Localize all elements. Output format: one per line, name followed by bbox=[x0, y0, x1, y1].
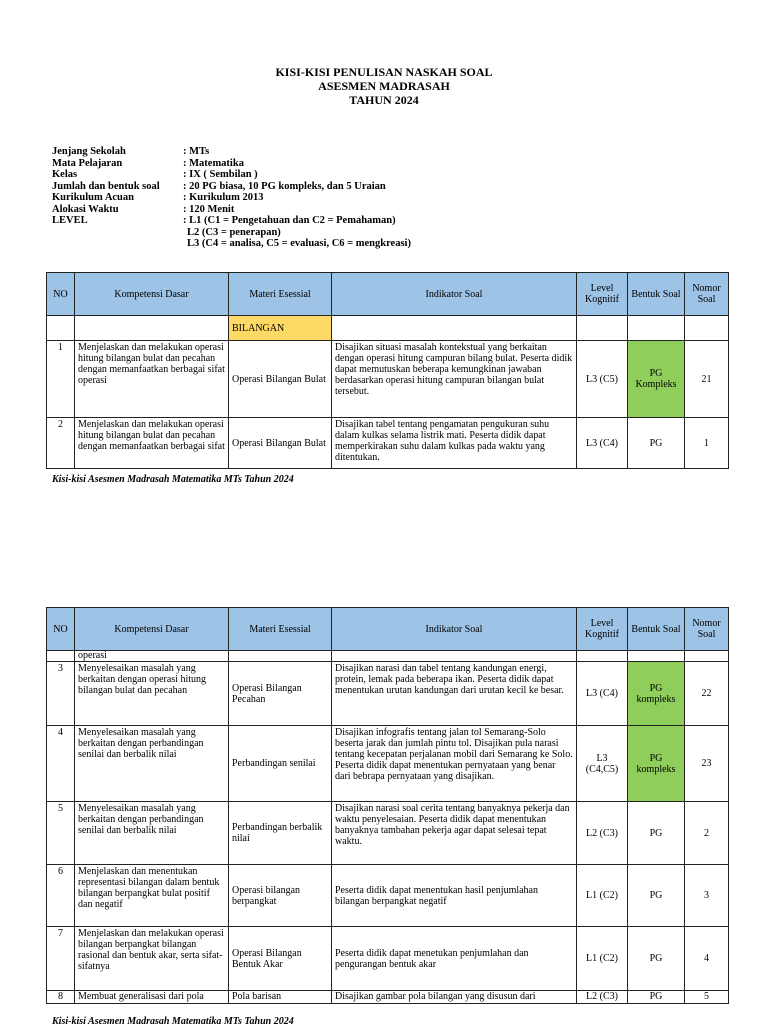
info-value: : Kurikulum 2013 bbox=[183, 192, 264, 203]
cell-indikator: Peserta didik dapat menentukan hasil penjumlahan bilangan berpangkat negatif bbox=[332, 865, 577, 927]
document-title-line-2: ASESMEN MADRASAH bbox=[318, 79, 450, 93]
cell-no: 6 bbox=[47, 865, 75, 927]
cell-no: 2 bbox=[47, 418, 75, 469]
info-row-mapel bbox=[52, 158, 411, 170]
section-label: BILANGAN bbox=[229, 316, 332, 341]
cell-indikator: Disajikan narasi dan tabel tentang kandungan energi, protein, lemak pada beberapa ikan. Peserta didik dapat menentukan urutan kandungan dari urutan kecil ke besar. bbox=[332, 662, 577, 726]
header-no: NO bbox=[47, 608, 75, 651]
header-level: Level Kognitif bbox=[577, 273, 628, 316]
info-row-alokasi bbox=[52, 204, 411, 216]
cell-kompetensi: Menyelesaikan masalah yang berkaitan dengan operasi hitung bilangan bulat dan pecahan bbox=[75, 662, 229, 726]
cell-kompetensi: Menyelesaikan masalah yang berkaitan dengan perbandingan senilai dan berbalik nilai bbox=[75, 726, 229, 802]
empty-cell bbox=[685, 316, 729, 341]
cell-indikator: Disajikan gambar pola bilangan yang disusun dari bbox=[332, 991, 577, 1004]
cell-materi: Pola barisan bbox=[229, 991, 332, 1004]
info-row-kelas bbox=[52, 169, 411, 181]
cell-level: L1 (C2) bbox=[577, 865, 628, 927]
table-row bbox=[47, 802, 729, 865]
cell-nomor: 3 bbox=[685, 865, 729, 927]
header-bentuk: Bentuk Soal bbox=[628, 273, 685, 316]
info-value: : MTs bbox=[183, 146, 210, 157]
empty-cell bbox=[332, 651, 577, 662]
info-value: : 120 Menit bbox=[183, 203, 235, 215]
cell-materi: Operasi Bilangan Pecahan bbox=[229, 662, 332, 726]
cell-kompetensi: Menjelaskan dan melakukan operasi hitung bilangan bulat dan pecahan dengan memanfaatkan berbagai sifat bbox=[75, 418, 229, 469]
cell-level: L3 (C4) bbox=[577, 662, 628, 726]
info-value: : 20 PG biasa, 10 PG kompleks, dan 5 Uraian bbox=[183, 180, 386, 192]
empty-cell bbox=[75, 316, 229, 341]
cell-materi: Operasi bilangan berpangkat bbox=[229, 865, 332, 927]
info-key: LEVEL bbox=[52, 215, 88, 226]
cell-nomor: 23 bbox=[685, 726, 729, 802]
cell-materi: Perbandingan berbalik nilai bbox=[229, 802, 332, 865]
kisi-kisi-table-page-1 bbox=[46, 272, 729, 469]
table-row bbox=[47, 341, 729, 418]
empty-cell bbox=[577, 651, 628, 662]
cell-no: 5 bbox=[47, 802, 75, 865]
info-value: : IX ( Sembilan ) bbox=[183, 169, 258, 180]
cell-bentuk: PG kompleks bbox=[628, 662, 685, 726]
cell-materi: Operasi Bilangan Bentuk Akar bbox=[229, 927, 332, 991]
cell-no: 7 bbox=[47, 927, 75, 991]
info-value: : L1 (C1 = Pengetahuan dan C2 = Pemahaman) bbox=[183, 215, 396, 226]
table-row bbox=[47, 726, 729, 802]
cell-indikator: Disajikan narasi soal cerita tentang banyaknya pekerja dan waktu penyelesaian. Peserta didik dapat menentukan banyaknya tambahan pekerja agar dapat selesai tepat waktu. bbox=[332, 802, 577, 865]
info-key: Jumlah dan bentuk soal bbox=[52, 180, 160, 192]
header-indikator: Indikator Soal bbox=[332, 608, 577, 651]
cell-no: 4 bbox=[47, 726, 75, 802]
empty-cell bbox=[577, 316, 628, 341]
table-row bbox=[47, 418, 729, 469]
header-no: NO bbox=[47, 273, 75, 316]
cell-kompetensi-carry: operasi bbox=[75, 651, 229, 662]
table-row bbox=[47, 865, 729, 927]
empty-cell bbox=[685, 651, 729, 662]
info-key: Kurikulum Acuan bbox=[52, 192, 134, 203]
cell-materi: Operasi Bilangan Bulat bbox=[229, 341, 332, 418]
cell-no: 1 bbox=[47, 341, 75, 418]
info-row-level bbox=[52, 215, 411, 227]
info-row-jenjang bbox=[52, 146, 411, 158]
page-footer-2: Kisi-kisi Asesmen Madrasah Matematika MTs Tahun 2024 bbox=[52, 1016, 294, 1024]
header-materi: Materi Esessial bbox=[229, 608, 332, 651]
empty-cell bbox=[47, 651, 75, 662]
document-title-line-1: KISI-KISI PENULISAN NASKAH SOAL bbox=[275, 65, 493, 79]
cell-nomor: 21 bbox=[685, 341, 729, 418]
header-nomor: Nomor Soal bbox=[685, 608, 729, 651]
cell-kompetensi: Menjelaskan dan menentukan representasi bilangan dalam bentuk bilangan berpangkat bulat positif dan negatif bbox=[75, 865, 229, 927]
info-key: Alokasi Waktu bbox=[52, 203, 119, 215]
cell-level: L3 (C5) bbox=[577, 341, 628, 418]
info-value: : Matematika bbox=[183, 157, 244, 169]
kisi-kisi-table-page-2 bbox=[46, 607, 729, 1004]
cell-level: L1 (C2) bbox=[577, 927, 628, 991]
empty-cell bbox=[628, 316, 685, 341]
header-bentuk: Bentuk Soal bbox=[628, 608, 685, 651]
cell-level: L3 (C4) bbox=[577, 418, 628, 469]
carry-over-row bbox=[47, 651, 729, 662]
header-kompetensi-dasar: Kompetensi Dasar bbox=[75, 608, 229, 651]
info-row-jumlah bbox=[52, 181, 411, 193]
document-title-line-3: TAHUN 2024 bbox=[349, 93, 419, 107]
cell-level: L2 (C3) bbox=[577, 802, 628, 865]
info-key: Mata Pelajaran bbox=[52, 157, 123, 169]
page-footer: Kisi-kisi Asesmen Madrasah Matematika MTs Tahun 2024 bbox=[52, 474, 294, 485]
table-header-row bbox=[47, 608, 729, 651]
cell-nomor: 4 bbox=[685, 927, 729, 991]
cell-bentuk: PG kompleks bbox=[628, 726, 685, 802]
cell-no: 3 bbox=[47, 662, 75, 726]
cell-indikator: Disajikan tabel tentang pengamatan pengukuran suhu dalam kulkas selama listrik mati. Peserta didik dapat memperkirakan suhu dalam kulkas pada waktu yang ditentukan. bbox=[332, 418, 577, 469]
cell-bentuk: PG bbox=[628, 418, 685, 469]
cell-nomor: 1 bbox=[685, 418, 729, 469]
cell-bentuk: PG bbox=[628, 802, 685, 865]
header-kompetensi-dasar: Kompetensi Dasar bbox=[75, 273, 229, 316]
header-level: Level Kognitif bbox=[577, 608, 628, 651]
cell-bentuk: PG Kompleks bbox=[628, 341, 685, 418]
cell-indikator: Peserta didik dapat menetukan penjumlahan dan pengurangan bentuk akar bbox=[332, 927, 577, 991]
cell-level: L2 (C3) bbox=[577, 991, 628, 1004]
info-key: Jenjang Sekolah bbox=[52, 146, 126, 157]
section-row bbox=[47, 316, 729, 341]
cell-bentuk: PG bbox=[628, 865, 685, 927]
cell-kompetensi: Membuat generalisasi dari pola bbox=[75, 991, 229, 1004]
cell-indikator: Disajikan infografis tentang jalan tol Semarang-Solo beserta jarak dan jumlah pintu tol. Disajikan pula narasi tentang kecepatan perjalanan mobil dari Semarang ke Solo. Peserta didik dapat menentukan pernyataan yang benar dari bebrapa pernyataan yang disajikan. bbox=[332, 726, 577, 802]
info-key: Kelas bbox=[52, 169, 78, 180]
info-level-l3: L3 (C4 = analisa, C5 = evaluasi, C6 = mengkreasi) bbox=[187, 238, 411, 249]
cell-indikator: Disajikan situasi masalah kontekstual yang berkaitan dengan operasi hitung campuran bilang bulat. Peserta didik dapat memutuskan beberapa kemungkinan jawaban berdasarkan operasi hitung campuran bilangan bulat tersebut. bbox=[332, 341, 577, 418]
cell-kompetensi: Menjelaskan dan melakukan operasi bilangan berpangkat bilangan rasional dan bentuk akar, serta sifat-sifatnya bbox=[75, 927, 229, 991]
info-row-kurikulum bbox=[52, 192, 411, 204]
cell-bentuk: PG bbox=[628, 927, 685, 991]
cell-level: L3 (C4,C5) bbox=[577, 726, 628, 802]
cell-nomor: 22 bbox=[685, 662, 729, 726]
empty-cell bbox=[332, 316, 577, 341]
table-header-row bbox=[47, 273, 729, 316]
header-materi: Materi Esessial bbox=[229, 273, 332, 316]
table-row bbox=[47, 991, 729, 1004]
table-row bbox=[47, 927, 729, 991]
cell-materi: Perbandingan senilai bbox=[229, 726, 332, 802]
document-info-block bbox=[52, 146, 411, 250]
cell-kompetensi: Menyelesaikan masalah yang berkaitan dengan perbandingan senilai dan berbalik nilai bbox=[75, 802, 229, 865]
cell-bentuk: PG bbox=[628, 991, 685, 1004]
info-level-l2: L2 (C3 = penerapan) bbox=[187, 226, 281, 238]
cell-kompetensi: Menjelaskan dan melakukan operasi hitung bilangan bulat dan pecahan dengan memanfaatkan berbagai sifat operasi bbox=[75, 341, 229, 418]
header-indikator: Indikator Soal bbox=[332, 273, 577, 316]
header-nomor: Nomor Soal bbox=[685, 273, 729, 316]
empty-cell bbox=[229, 651, 332, 662]
empty-cell bbox=[628, 651, 685, 662]
cell-no: 8 bbox=[47, 991, 75, 1004]
empty-cell bbox=[47, 316, 75, 341]
cell-materi: Operasi Bilangan Bulat bbox=[229, 418, 332, 469]
cell-nomor: 2 bbox=[685, 802, 729, 865]
table-row bbox=[47, 662, 729, 726]
cell-nomor: 5 bbox=[685, 991, 729, 1004]
